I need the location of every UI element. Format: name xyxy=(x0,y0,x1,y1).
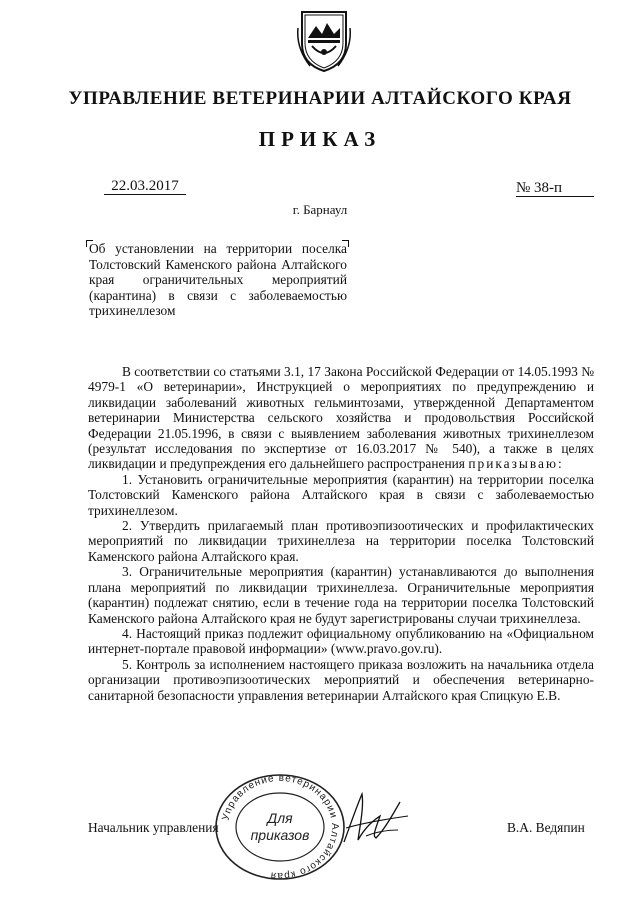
order-item-5: 5. Контроль за исполнением настоящего приказа возложить на начальника отдела организации противоэпизоотических мероприятий и обеспечения ветеринарно-санитарной безопасности управления ветеринарии Алтайского края Спицкую Е.В. xyxy=(88,656,594,703)
signer-title: Начальник управления xyxy=(88,820,219,835)
official-stamp xyxy=(210,772,350,882)
organization-title: УПРАВЛЕНИЕ ВЕТЕРИНАРИИ АЛТАЙСКОГО КРАЯ xyxy=(68,88,572,109)
stamp-center-line-1: Для xyxy=(267,810,293,826)
order-item-3: 3. Ограничительные мероприятия (карантин) устанавливаются до выполнения плана мероприятий по ликвидации трихинеллеза. Ограничительные мероприятия (карантин) подлежат снятию, если в течение года на территории поселка Толстовский Каменского района Алтайского края не будут зарегистрированы случаи трихинеллеза. xyxy=(88,564,594,626)
order-item-4: 4. Настоящий приказ подлежит официальному опубликованию на «Официальном интернет-портале правовой информации» (www.pravo.gov.ru). xyxy=(88,625,594,657)
stamp-center-line-2: приказов xyxy=(250,827,310,843)
document-number: № 38-п xyxy=(516,180,594,197)
document-body xyxy=(88,364,594,703)
order-word: приказываю: xyxy=(468,456,564,472)
handwritten-signature xyxy=(336,786,416,850)
document-subject: Об установлении на территории поселка Толстовский Каменского района Алтайского края ограничительных мероприятий (карантина) в связи с заболеваемостью трихинеллезом xyxy=(89,241,347,318)
document-date: 22.03.2017 xyxy=(104,178,186,195)
order-item-2: 2. Утвердить прилагаемый план противоэпизоотических и профилактических мероприятий по ликвидации трихинеллеза на территории поселка Толстовский Каменского района Алтайского края. xyxy=(88,518,594,564)
intro-text: В соответствии со статьями 3.1, 17 Закона Российской Федерации от 14.05.1993 № 4979-1 «О ветеринарии», Инструкцией о мероприятиях по предупреждению и ликвидации заболеваний животных гельминтозами, утвержденной Департаментом ветеринарии Министерства сельского хозяйства и продовольствия Российской Федерации 21.05.1996, в связи с выявлением заболевания животных трихинеллезом (результат исследования по экспертизе от 16.03.2017 № 540), а также в целях ликвидации и предупреждения его дальнейшего распространения xyxy=(88,364,594,472)
document-type: ПРИКАЗ xyxy=(258,127,382,151)
signer-name: В.А. Ведяпин xyxy=(507,820,585,835)
order-item-1: 1. Установить ограничительные мероприятия (карантин) на территории поселка Толстовский Каменского района Алтайского края в связи с заболеваемостью трихинеллезом. xyxy=(88,471,594,518)
stamp-ring-text: Управление ветеринарии Алтайского края xyxy=(220,772,341,882)
document-city: г. Барнаул xyxy=(292,202,348,217)
coat-of-arms-icon xyxy=(296,8,352,74)
intro-paragraph xyxy=(88,364,594,472)
